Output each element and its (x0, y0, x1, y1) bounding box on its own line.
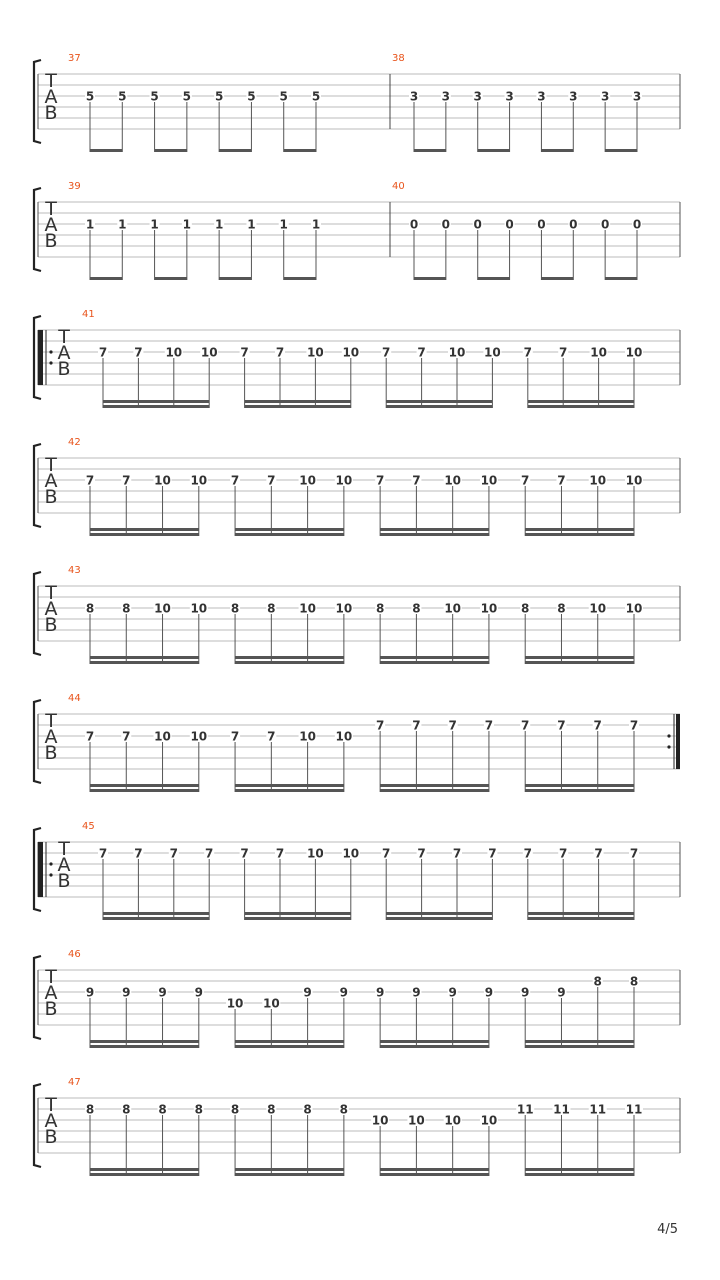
tab-system (34, 821, 680, 920)
fret-number: 9 (412, 985, 421, 1000)
fret-number: 8 (122, 1102, 131, 1117)
fret-number: 0 (537, 217, 546, 232)
beam-secondary (380, 1040, 489, 1043)
fret-number: 9 (339, 985, 349, 1000)
fret-number: 8 (122, 601, 131, 616)
fret-number: 7 (417, 846, 426, 861)
fret-number: 7 (452, 846, 462, 861)
fret-number: 7 (205, 846, 214, 861)
fret-number: 7 (488, 846, 497, 861)
beam-secondary (90, 1168, 199, 1171)
fret-number: 3 (569, 89, 578, 104)
repeat-dot (667, 734, 670, 737)
fret-number: 7 (85, 729, 95, 744)
beam-secondary (235, 528, 344, 531)
beam (380, 789, 489, 792)
beam (235, 1173, 344, 1176)
beam (525, 533, 634, 536)
tab-system (34, 949, 680, 1048)
fret-number: 10 (190, 473, 208, 488)
fret-number: 11 (589, 1102, 607, 1117)
fret-number: 10 (444, 601, 462, 616)
beam-secondary (380, 528, 489, 531)
repeat-dot (49, 873, 52, 876)
beam (219, 277, 251, 280)
fret-number: 7 (593, 718, 602, 733)
beam-secondary (235, 1040, 344, 1043)
fret-number: 10 (262, 996, 280, 1011)
fret-number: 10 (480, 473, 498, 488)
fret-number: 5 (85, 89, 95, 104)
beam (414, 149, 446, 152)
fret-number: 7 (275, 345, 285, 360)
fret-number: 3 (473, 89, 482, 104)
beam (90, 789, 199, 792)
measure-number: 37 (68, 53, 81, 64)
tab-clef-letter: B (44, 230, 58, 252)
beam (380, 1045, 489, 1048)
fret-number: 7 (122, 473, 131, 488)
beam-secondary (528, 912, 634, 915)
beam-secondary (386, 912, 492, 915)
fret-number: 1 (150, 217, 159, 232)
fret-number: 7 (240, 345, 249, 360)
fret-number: 11 (553, 1102, 570, 1117)
fret-number: 9 (194, 985, 203, 1000)
fret-number: 7 (523, 846, 532, 861)
tab-clef-letter: B (44, 614, 58, 636)
beam (90, 149, 122, 152)
tab-clef-letter: T (45, 70, 57, 92)
fret-number: 7 (230, 473, 240, 488)
fret-number: 10 (371, 1113, 389, 1128)
tab-system (34, 565, 680, 664)
tab-system (34, 53, 680, 152)
tab-clef-letter: B (57, 870, 71, 892)
beam (235, 533, 344, 536)
fret-number: 0 (600, 217, 610, 232)
fret-number: 0 (441, 217, 451, 232)
fret-number: 11 (516, 1102, 534, 1117)
fret-number: 10 (299, 601, 316, 616)
fret-number: 1 (85, 217, 95, 232)
fret-number: 5 (279, 89, 288, 104)
tab-clef-letter: A (57, 342, 71, 364)
fret-number: 7 (169, 846, 178, 861)
fret-number: 1 (182, 217, 192, 232)
fret-number: 8 (412, 601, 421, 616)
fret-number: 10 (335, 601, 353, 616)
fret-number: 9 (158, 985, 167, 1000)
measure-number: 40 (392, 181, 405, 192)
measure-number: 39 (68, 181, 81, 192)
fret-number: 8 (194, 1102, 203, 1117)
fret-number: 8 (230, 601, 240, 616)
beam (528, 917, 634, 920)
beam (103, 917, 209, 920)
fret-number: 5 (150, 89, 159, 104)
fret-number: 7 (267, 473, 276, 488)
beam (235, 789, 344, 792)
beam (90, 1173, 199, 1176)
fret-number: 10 (342, 846, 360, 861)
fret-number: 8 (85, 1102, 95, 1117)
tab-clef-letter: B (44, 742, 58, 764)
tab-clef-letter: A (44, 1110, 58, 1132)
fret-number: 9 (448, 985, 457, 1000)
fret-number: 9 (484, 985, 494, 1000)
fret-number: 3 (600, 89, 610, 104)
tab-clef-letter: T (58, 326, 70, 348)
beam (155, 149, 187, 152)
beam (525, 1045, 634, 1048)
beam (525, 789, 634, 792)
fret-number: 11 (625, 1102, 643, 1117)
tab-system (34, 309, 680, 408)
fret-number: 7 (521, 718, 530, 733)
beam-secondary (525, 1040, 634, 1043)
beam-secondary (525, 784, 634, 787)
fret-number: 7 (134, 345, 143, 360)
fret-number: 9 (375, 985, 385, 1000)
fret-number: 7 (382, 846, 391, 861)
fret-number: 10 (625, 345, 643, 360)
measure-number: 44 (68, 693, 81, 704)
fret-number: 10 (444, 473, 462, 488)
measure-number: 47 (68, 1077, 81, 1088)
beam (90, 1045, 199, 1048)
fret-number: 3 (632, 89, 642, 104)
fret-number: 7 (484, 718, 494, 733)
fret-number: 0 (505, 217, 514, 232)
beam (478, 149, 510, 152)
fret-number: 10 (307, 846, 324, 861)
fret-number: 7 (629, 846, 639, 861)
fret-number: 7 (559, 846, 568, 861)
beam (525, 1173, 634, 1176)
beam (380, 661, 489, 664)
beam (525, 661, 634, 664)
fret-number: 7 (98, 345, 108, 360)
fret-number: 7 (417, 345, 426, 360)
fret-number: 3 (505, 89, 514, 104)
repeat-dot (49, 361, 52, 364)
fret-number: 7 (629, 718, 639, 733)
beam (284, 149, 316, 152)
tab-clef-letter: A (57, 854, 71, 876)
beam (235, 1045, 344, 1048)
fret-number: 8 (267, 601, 276, 616)
tab-clef-letter: B (57, 358, 71, 380)
repeat-dot (49, 862, 52, 865)
fret-number: 7 (521, 473, 530, 488)
fret-number: 5 (311, 89, 321, 104)
fret-number: 8 (158, 1102, 167, 1117)
fret-number: 5 (214, 89, 224, 104)
fret-number: 1 (118, 217, 127, 232)
fret-number: 10 (589, 601, 607, 616)
fret-number: 9 (122, 985, 131, 1000)
tab-clef-letter: T (45, 966, 57, 988)
tab-clef-letter: B (44, 1126, 58, 1148)
fret-number: 10 (484, 345, 501, 360)
measure-number: 42 (68, 437, 81, 448)
beam (284, 277, 316, 280)
beam-secondary (103, 400, 209, 403)
tab-clef-letter: A (44, 598, 58, 620)
fret-number: 3 (537, 89, 546, 104)
beam-secondary (528, 400, 634, 403)
fret-number: 7 (559, 345, 568, 360)
fret-number: 5 (182, 89, 192, 104)
beam-secondary (525, 528, 634, 531)
fret-number: 9 (303, 985, 312, 1000)
repeat-end-thick-bar (676, 714, 680, 769)
fret-number: 0 (569, 217, 578, 232)
tab-clef-letter: A (44, 214, 58, 236)
fret-number: 1 (247, 217, 256, 232)
fret-number: 7 (98, 846, 108, 861)
fret-number: 10 (154, 729, 171, 744)
beam (605, 277, 637, 280)
beam-secondary (380, 784, 489, 787)
tab-clef-letter: A (44, 726, 58, 748)
fret-number: 7 (412, 473, 421, 488)
fret-number: 10 (154, 473, 171, 488)
measure-number: 45 (82, 821, 95, 832)
beam-secondary (90, 1040, 199, 1043)
fret-number: 10 (154, 601, 171, 616)
measure-number: 43 (68, 565, 81, 576)
measure-number: 38 (392, 53, 405, 64)
fret-number: 3 (441, 89, 451, 104)
fret-number: 8 (339, 1102, 349, 1117)
beam (541, 149, 573, 152)
beam (380, 533, 489, 536)
tab-clef-letter: T (45, 1094, 57, 1116)
tab-clef-letter: T (45, 582, 57, 604)
fret-number: 1 (311, 217, 321, 232)
fret-number: 10 (190, 729, 208, 744)
beam (541, 277, 573, 280)
fret-number: 10 (342, 345, 360, 360)
beam (155, 277, 187, 280)
beam (90, 533, 199, 536)
beam-secondary (245, 912, 351, 915)
fret-number: 9 (557, 985, 566, 1000)
beam (386, 405, 492, 408)
fret-number: 5 (118, 89, 127, 104)
fret-number: 0 (409, 217, 419, 232)
tab-system (34, 181, 680, 280)
fret-number: 8 (521, 601, 530, 616)
beam (235, 661, 344, 664)
fret-number: 10 (190, 601, 208, 616)
fret-number: 7 (375, 718, 385, 733)
fret-number: 0 (473, 217, 482, 232)
beam (478, 277, 510, 280)
fret-number: 10 (226, 996, 244, 1011)
fret-number: 7 (557, 473, 566, 488)
tab-clef-letter: B (44, 102, 58, 124)
fret-number: 5 (247, 89, 256, 104)
beam (103, 405, 209, 408)
beam (528, 405, 634, 408)
beam-secondary (103, 912, 209, 915)
tab-clef-letter: B (44, 998, 58, 1020)
fret-number: 7 (267, 729, 276, 744)
fret-number: 8 (85, 601, 95, 616)
fret-number: 1 (279, 217, 288, 232)
fret-number: 9 (521, 985, 530, 1000)
fret-number: 10 (625, 601, 643, 616)
fret-number: 10 (335, 729, 353, 744)
fret-number: 8 (267, 1102, 276, 1117)
fret-number: 9 (85, 985, 95, 1000)
tab-clef-letter: T (45, 198, 57, 220)
fret-number: 7 (134, 846, 143, 861)
fret-number: 8 (593, 974, 602, 989)
fret-number: 7 (240, 846, 249, 861)
fret-number: 1 (214, 217, 224, 232)
beam (245, 917, 351, 920)
fret-number: 10 (480, 601, 498, 616)
fret-number: 7 (375, 473, 385, 488)
beam-secondary (90, 528, 199, 531)
fret-number: 8 (557, 601, 566, 616)
repeat-start-thick-bar (38, 330, 43, 385)
fret-number: 8 (230, 1102, 240, 1117)
beam-secondary (380, 1168, 489, 1171)
fret-number: 10 (480, 1113, 498, 1128)
fret-number: 10 (590, 345, 607, 360)
beam-secondary (245, 400, 351, 403)
beam (414, 277, 446, 280)
fret-number: 10 (335, 473, 353, 488)
fret-number: 10 (625, 473, 643, 488)
beam-secondary (235, 656, 344, 659)
tab-clef-letter: A (44, 470, 58, 492)
beam (605, 149, 637, 152)
fret-number: 10 (307, 345, 324, 360)
beam (386, 917, 492, 920)
fret-number: 10 (299, 473, 316, 488)
beam-secondary (525, 656, 634, 659)
beam (245, 405, 351, 408)
page-number: 4/5 (657, 1222, 678, 1237)
fret-number: 7 (594, 846, 603, 861)
fret-number: 8 (303, 1102, 312, 1117)
measure-number: 41 (82, 309, 95, 320)
beam (219, 149, 251, 152)
tab-clef-letter: B (44, 486, 58, 508)
beam-secondary (525, 1168, 634, 1171)
beam-secondary (380, 656, 489, 659)
repeat-start-thick-bar (38, 842, 43, 897)
fret-number: 3 (409, 89, 419, 104)
beam-secondary (235, 1168, 344, 1171)
tab-clef-letter: T (45, 454, 57, 476)
fret-number: 7 (523, 345, 532, 360)
fret-number: 10 (444, 1113, 462, 1128)
tab-system (34, 437, 680, 536)
fret-number: 0 (632, 217, 642, 232)
tab-clef-letter: A (44, 86, 58, 108)
fret-number: 7 (122, 729, 131, 744)
fret-number: 7 (275, 846, 285, 861)
fret-number: 10 (299, 729, 316, 744)
measure-number: 46 (68, 949, 81, 960)
tab-system (34, 1077, 680, 1176)
fret-number: 7 (412, 718, 421, 733)
beam-secondary (235, 784, 344, 787)
beam (380, 1173, 489, 1176)
beam-secondary (90, 784, 199, 787)
fret-number: 8 (375, 601, 385, 616)
repeat-dot (49, 350, 52, 353)
fret-number: 10 (165, 345, 183, 360)
fret-number: 8 (629, 974, 639, 989)
fret-number: 7 (382, 345, 391, 360)
tab-clef-letter: T (45, 710, 57, 732)
tab-system (34, 693, 680, 792)
fret-number: 7 (557, 718, 566, 733)
repeat-dot (667, 745, 670, 748)
fret-number: 7 (448, 718, 457, 733)
fret-number: 7 (85, 473, 95, 488)
beam (90, 277, 122, 280)
tab-clef-letter: A (44, 982, 58, 1004)
beam-secondary (90, 656, 199, 659)
beam-secondary (386, 400, 492, 403)
fret-number: 10 (408, 1113, 425, 1128)
fret-number: 10 (200, 345, 218, 360)
fret-number: 7 (230, 729, 240, 744)
beam (90, 661, 199, 664)
tab-clef-letter: T (58, 838, 70, 860)
fret-number: 10 (589, 473, 607, 488)
fret-number: 10 (448, 345, 466, 360)
